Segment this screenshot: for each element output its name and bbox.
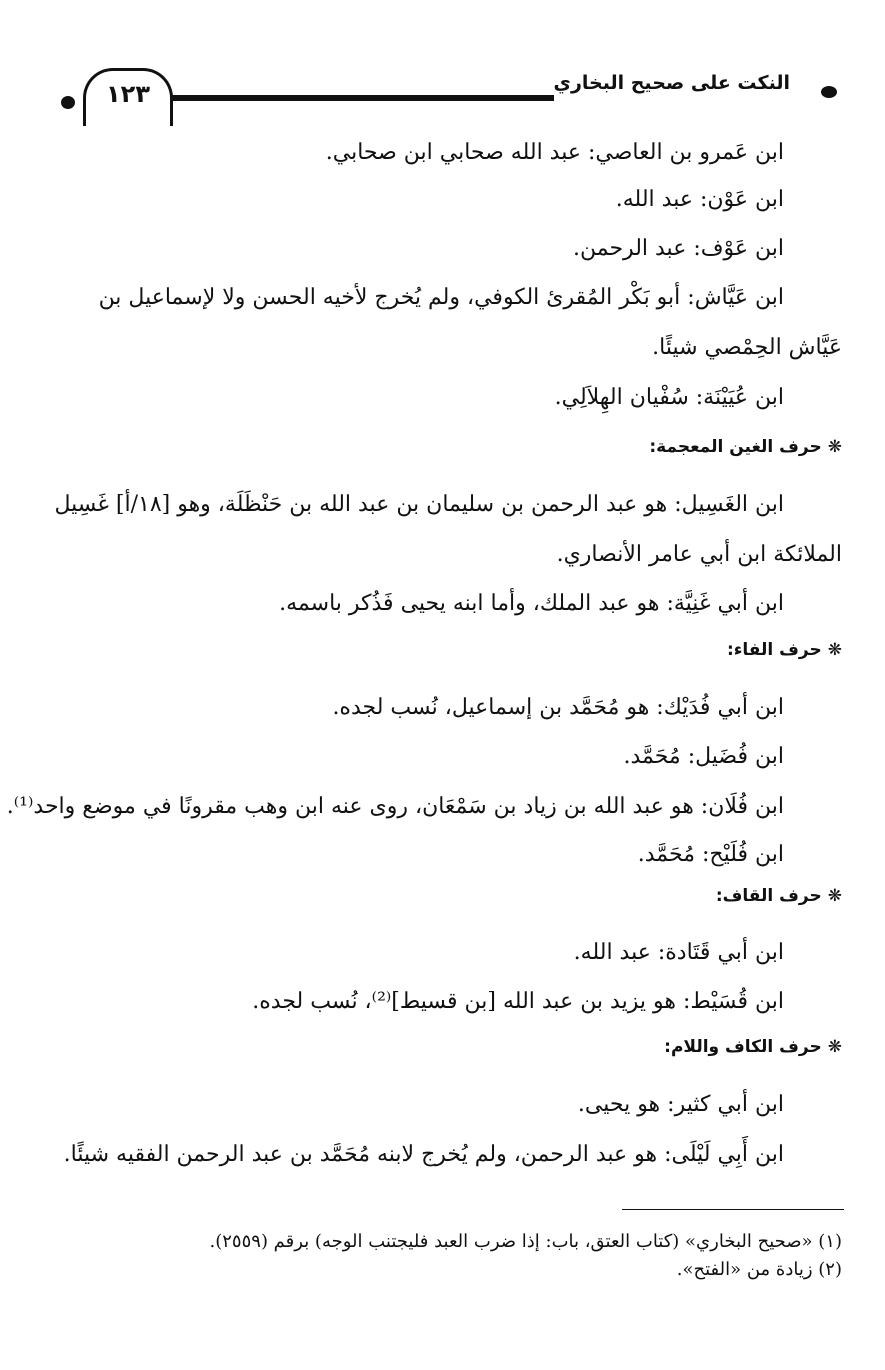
entry-line: ابن أبي كثير: هو يحيى. [577,1092,784,1117]
page-number: ١٢٣ [106,80,150,108]
section-heading-fa [727,640,842,660]
header-rule [170,95,554,101]
section-heading-qaf [716,886,842,906]
entry-line: الملائكة ابن أبي عامر الأنصاري. [556,542,842,567]
entry-line: ابن أبي قَتَادة: عبد الله. [573,940,784,965]
section-heading-ghain [649,437,842,457]
section-heading-label: حرف الكاف واللام: [664,1037,822,1057]
header-bullet-right [821,86,837,98]
flower-ornament-icon: ❋ [827,1037,842,1057]
entry-line: ابن عَوْف: عبد الرحمن. [573,236,784,261]
section-heading-label: حرف الفاء: [726,640,822,660]
footnote: (٢) زيادة من «الفتح». [676,1259,842,1280]
flower-ornament-icon: ❋ [827,640,842,660]
header-bullet-left [61,96,75,109]
entry-line: ابن فُضَيل: مُحَمَّد. [623,744,784,769]
footnote-rule [622,1209,844,1210]
footnote: (١) «صحيح البخاري» (كتاب العتق، باب: إذا ضرب العبد فليجتنب الوجه) برقم (٢٥٥٩). [209,1231,842,1252]
flower-ornament-icon: ❋ [827,886,842,906]
entry-line: ابن قُسَيْط: هو يزيد بن عبد الله [بن قسيط]⁽²⁾، نُسب لجده. [252,989,784,1014]
entry-line: ابن عَوْن: عبد الله. [615,187,784,212]
book-title: النكت على صحيح البخاري [553,72,790,94]
entry-line: ابن أبي غَنِيَّة: هو عبد الملك، وأما ابنه يحيى فَذُكر باسمه. [279,591,784,616]
entry-line: عَيَّاش الحِمْصي شيئًا. [652,335,842,360]
section-heading-kaf-lam [664,1037,842,1057]
entry-line: ابن فُلَيْح: مُحَمَّد. [637,842,784,867]
flower-ornament-icon: ❋ [827,437,842,457]
entry-line: ابن أبي فُدَيْك: هو مُحَمَّد بن إسماعيل، نُسب لجده. [332,695,784,720]
entry-line: ابن عَيَّاش: أبو بَكْر المُقرئ الكوفي، ولم يُخرج لأخيه الحسن ولا لإسماعيل بن [98,285,784,310]
section-heading-label: حرف القاف: [715,886,822,906]
entry-line: ابن الغَسِيل: هو عبد الرحمن بن سليمان بن عبد الله بن حَنْظَلَة، وهو [١٨/أ] غَسِيل [54,492,784,517]
entry-line: ابن عَمرو بن العاصي: عبد الله صحابي ابن صحابي. [325,140,784,165]
entry-line: ابن أَبِي لَيْلَى: هو عبد الرحمن، ولم يُخرج لابنه مُحَمَّد بن عبد الرحمن الفقيه شيئًا. [63,1142,784,1167]
entry-line: ابن عُيَيْنَة: سُفْيان الهِلاَلِي. [554,385,784,410]
section-heading-label: حرف الغين المعجمة: [649,437,822,457]
entry-line: ابن فُلَان: هو عبد الله بن زياد بن سَمْعَان، روى عنه ابن وهب مقرونًا في موضع واحد⁽¹⁾. [6,794,784,819]
